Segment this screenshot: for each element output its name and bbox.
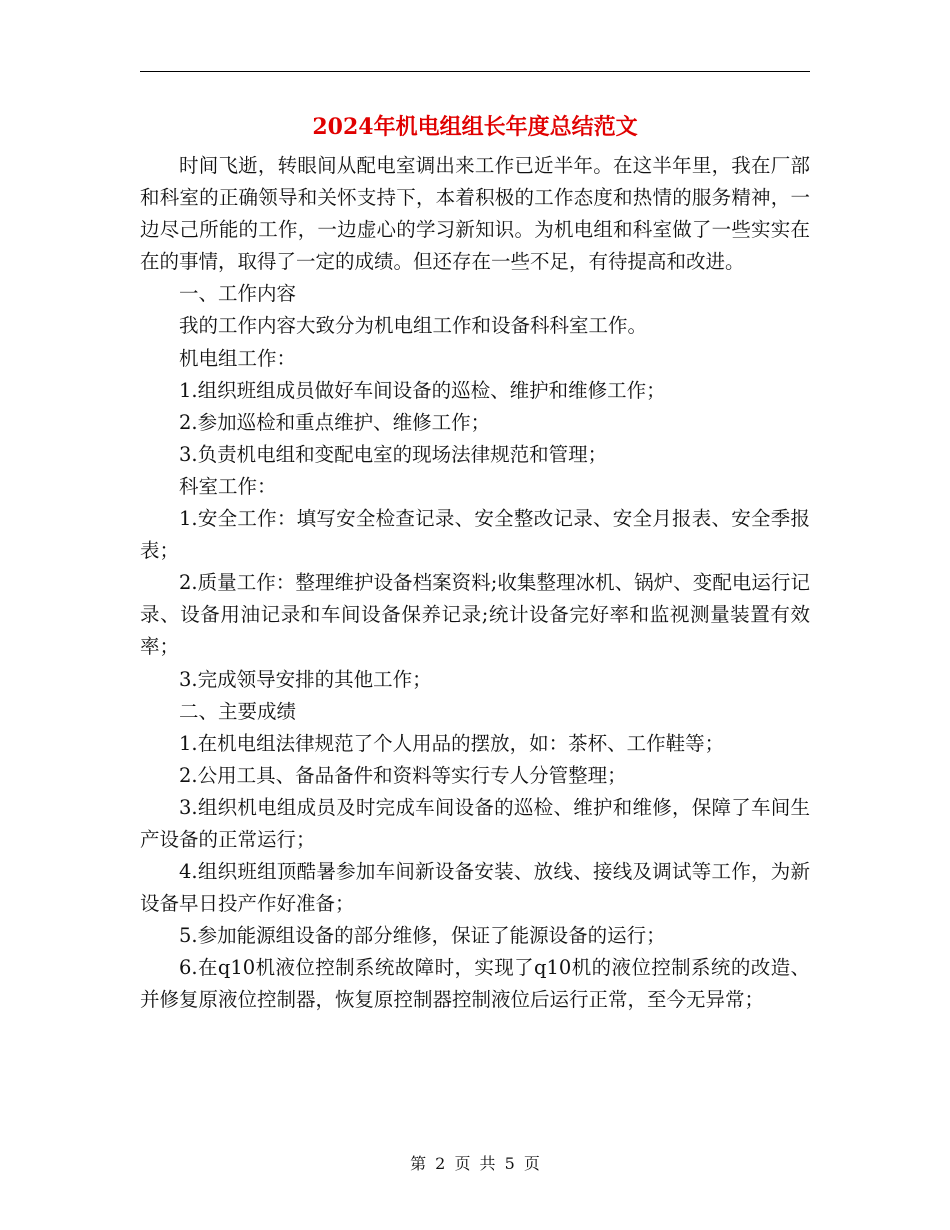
document-body: [140, 150, 810, 1017]
page-number-footer: 第 2 页 共 5 页: [410, 1154, 540, 1173]
list-item: 2.公用工具、备品备件和资料等实行专人分管整理；: [179, 763, 627, 787]
paragraph-intro: 时间飞逝，转眼间从配电室调出来工作已近半年。在这半年里，我在厂部和科室的正确领导和关怀支持下，本着积极的工作态度和热情的服务精神，一边尽己所能的工作，一边虚心的学习新知识。为机电组和科室做了一些实实在在的事情，取得了一定的成绩。但还存在一些不足，有待提高和改进。: [140, 154, 810, 274]
header-rule: [140, 71, 810, 72]
list-item: 3.完成领导安排的其他工作；: [179, 667, 432, 691]
list-item: 3.组织机电组成员及时完成车间设备的巡检、维护和维修，保障了车间生产设备的正常运行；: [140, 795, 810, 851]
list-item: 1.在机电组法律规范了个人用品的摆放，如：茶杯、工作鞋等；: [179, 731, 725, 755]
list-item: 2.参加巡检和重点维护、维修工作；: [179, 410, 491, 434]
paragraph-work-scope: 我的工作内容大致分为机电组工作和设备科科室工作。: [179, 314, 648, 338]
list-item: 6.在q10机液位控制系统故障时，实现了q10机的液位控制系统的改造、并修复原液位控制器，恢复原控制器控制液位后运行正常，至今无异常；: [140, 956, 810, 1012]
list-item: 5.参加能源组设备的部分维修，保证了能源设备的运行；: [179, 924, 666, 948]
document-title: 2024年机电组组长年度总结范文: [312, 114, 638, 140]
heading-main-achievements: 二、主要成绩: [179, 699, 297, 723]
heading-work-content: 一、工作内容: [179, 282, 297, 306]
list-item: 3.负责机电组和变配电室的现场法律规范和管理；: [179, 442, 608, 466]
list-item: 2.质量工作：整理维护设备档案资料;收集整理冰机、锅炉、变配电运行记录、设备用油记录和车间设备保养记录;统计设备完好率和监视测量装置有效率；: [140, 571, 810, 659]
subheading-mechanical-group: 机电组工作：: [179, 346, 297, 370]
list-item: 4.组织班组顶酷暑参加车间新设备安装、放线、接线及调试等工作，为新设备早日投产作好准备；: [140, 860, 810, 916]
subheading-office-work: 科室工作：: [179, 474, 277, 498]
list-item: 1.组织班组成员做好车间设备的巡检、维护和维修工作；: [179, 378, 666, 402]
list-item: 1.安全工作：填写安全检查记录、安全整改记录、安全月报表、安全季报表；: [140, 507, 810, 563]
